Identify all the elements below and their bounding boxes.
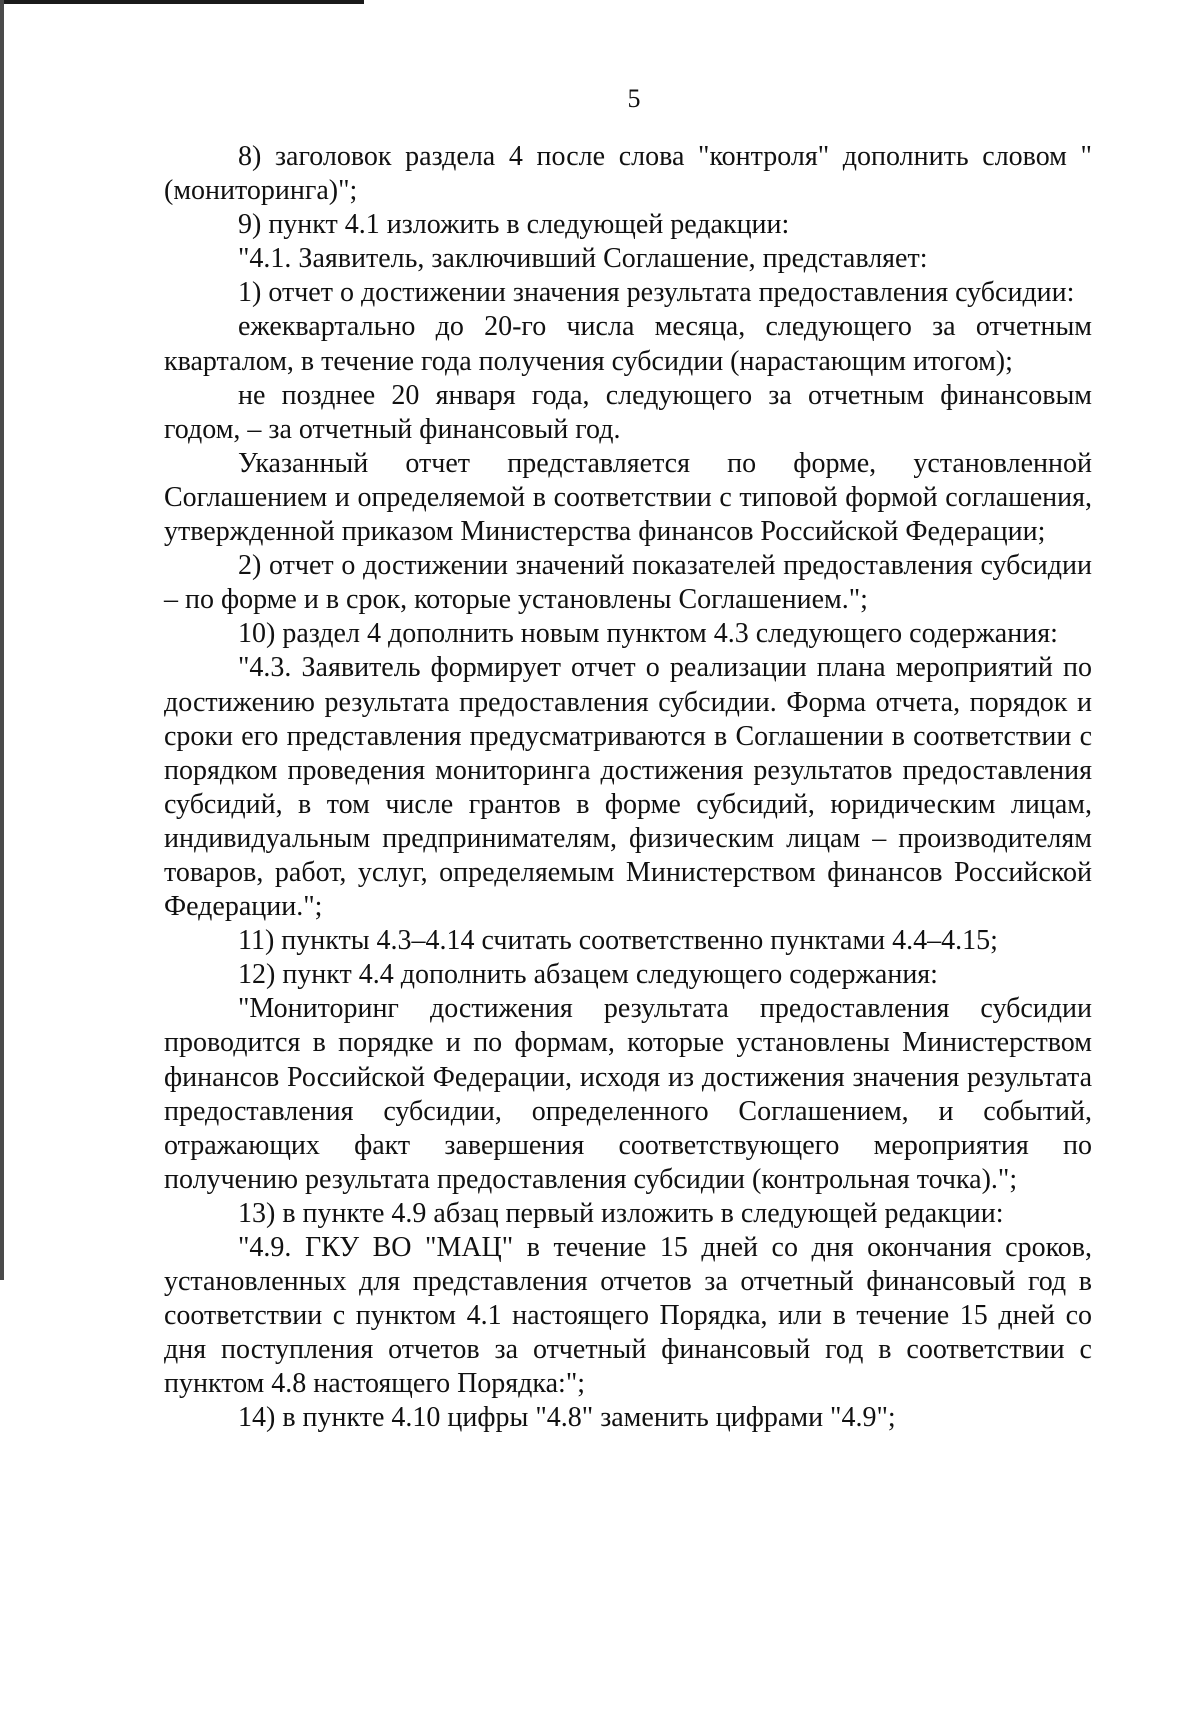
paragraph-item-14: 14) в пункте 4.10 цифры "4.8" заменить цифрами "4.9"; — [238, 1402, 896, 1434]
paragraph-quote-4-1: "4.1. Заявитель, заключивший Соглашение, представляет: — [238, 243, 928, 275]
scan-edge-top — [0, 0, 364, 4]
paragraph-quote-4-9: "4.9. ГКУ ВО "МАЦ" в течение 15 дней со дня окончания сроков, установленных для представления отчетов за отчетный финансовый год в соответствии с пунктом 4.1 настоящего Порядка, или в течение 15 дней со дня поступления отчетов за отчетный финансовый год в соответствии с пунктом 4.8 настоящего Порядка:"; — [164, 1232, 1092, 1400]
paragraph-item-12: 12) пункт 4.4 дополнить абзацем следующего содержания: — [238, 959, 938, 991]
paragraph-subitem-2: 2) отчет о достижении значений показателей предоставления субсидии – по форме и в срок, которые установлены Соглашением."; — [164, 550, 1092, 616]
paragraph-quote-4-3: "4.3. Заявитель формирует отчет о реализации плана мероприятий по достижению результата предоставления субсидии. Форма отчета, порядок и сроки его представления предусматриваются в Соглашении в соответствии с порядком проведения мониторинга достижения результатов предоставления субсидий, в том числе грантов в форме субсидий, юридическим лицам, индивидуальным предпринимателям, физическим лицам – производителям товаров, работ, услуг, определяемым Министерством финансов Российской Федерации."; — [164, 652, 1092, 923]
scan-edge-left — [0, 0, 4, 1280]
paragraph-quarterly: ежеквартально до 20-го числа месяца, следующего за отчетным кварталом, в течение года получения субсидии (нарастающим итогом); — [164, 311, 1092, 377]
paragraph-monitoring: "Мониторинг достижения результата предоставления субсидии проводится в порядке и по формам, которые установлены Министерством финансов Российской Федерации, исходя из достижения значения результата предоставления субсидии, определенного Соглашением, и событий, отражающих факт завершения соответствующего мероприятия по получению результата предоставления субсидии (контрольная точка)."; — [164, 993, 1092, 1195]
paragraph-subitem-1: 1) отчет о достижении значения результата предоставления субсидии: — [238, 277, 1075, 309]
page-number: 5 — [627, 84, 641, 113]
paragraph-report-form: Указанный отчет представляется по форме, установленной Соглашением и определяемой в соответствии с типовой формой соглашения, утвержденной приказом Министерства финансов Российской Федерации; — [164, 447, 1092, 548]
paragraph-item-8: 8) заголовок раздела 4 после слова "контроля" дополнить словом "(мониторинга)"; — [164, 141, 1092, 207]
paragraph-item-10: 10) раздел 4 дополнить новым пунктом 4.3 следующего содержания: — [238, 618, 1058, 650]
paragraph-annual: не позднее 20 января года, следующего за отчетным финансовым годом, – за отчетный финансовый год. — [164, 379, 1092, 445]
document-body — [164, 140, 1092, 1436]
paragraph-item-13: 13) в пункте 4.9 абзац первый изложить в следующей редакции: — [238, 1197, 1004, 1229]
paragraph-item-9: 9) пункт 4.1 изложить в следующей редакции: — [238, 209, 790, 241]
paragraph-item-11: 11) пункты 4.3–4.14 считать соответственно пунктами 4.4–4.15; — [238, 925, 998, 957]
